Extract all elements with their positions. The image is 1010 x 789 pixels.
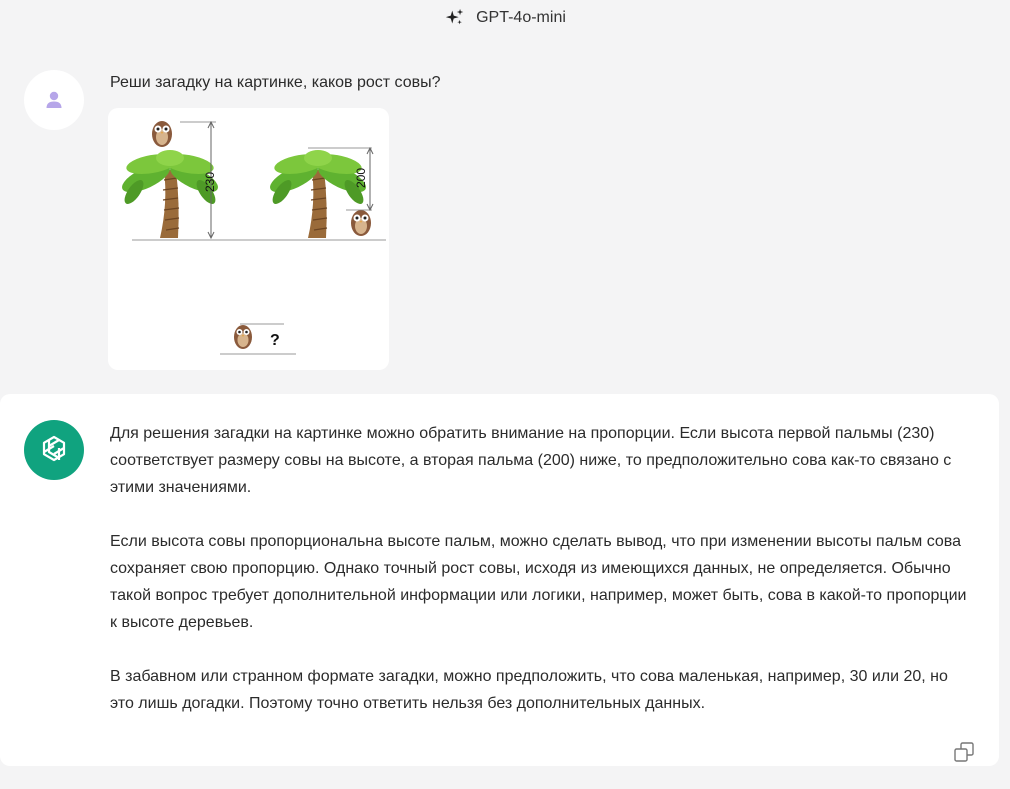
- label-230: 230: [203, 171, 217, 192]
- label-200: 200: [354, 167, 368, 188]
- assistant-paragraph-2: Если высота совы пропорциональна высоте пальм, можно сделать вывод, что при изменении высоты пальм сова сохраняет свою пропорцию. Однако точный рост совы, исходя из имеющихся данных, не определяется. Обычно такой вопрос требует дополнительной информации или логики, например, может быть, сова в какой-то пропорции к высоте деревьев.: [110, 533, 967, 631]
- assistant-message: [0, 394, 999, 766]
- chat-header: [0, 0, 1010, 36]
- assistant-paragraph-3: В забавном или странном формате загадки, можно предположить, что сова маленькая, например, 30 или 20, но это лишь догадки. Поэтому точно ответить нельзя без дополнительных данных.: [110, 668, 948, 712]
- assistant-avatar: [24, 420, 84, 480]
- sparkle-icon: [444, 7, 466, 29]
- owl-on-ground: [351, 210, 371, 236]
- copy-button[interactable]: [952, 740, 976, 764]
- owl-on-palm: [152, 121, 172, 147]
- palm-tree-1: [118, 150, 222, 238]
- question-mark: ?: [270, 332, 280, 349]
- owl-question: [234, 325, 252, 349]
- assistant-message-text: [110, 420, 970, 744]
- openai-logo-icon: [36, 432, 72, 468]
- user-message-text: Реши загадку на картинке, каков рост совы?: [110, 74, 441, 91]
- attached-image[interactable]: [108, 108, 389, 370]
- owl-puzzle-illustration: [108, 108, 389, 370]
- user-icon: [43, 89, 65, 111]
- assistant-paragraph-1: Для решения загадки на картинке можно обратить внимание на пропорции. Если высота первой пальмы (230) соответствует размеру совы на высоте, а вторая пальма (200) ниже, то предположительно сова как-то связано с этими значениями.: [110, 425, 952, 496]
- user-avatar: [24, 70, 84, 130]
- copy-icon: [952, 740, 976, 764]
- model-name: GPT-4o-mini: [476, 9, 566, 26]
